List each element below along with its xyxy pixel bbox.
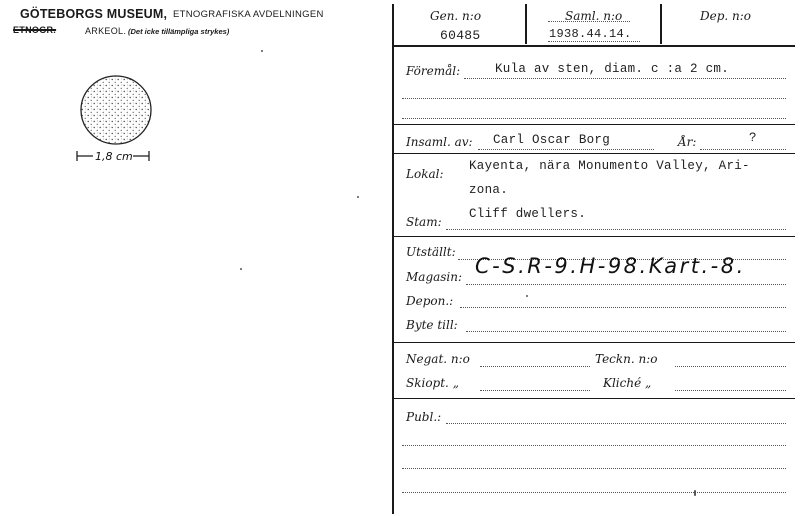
rule-after-foremal: [392, 124, 795, 125]
ar-dots: [700, 149, 786, 150]
skiopt-dots: [480, 390, 590, 391]
negat-dots: [480, 366, 590, 367]
rule-after-byte: [392, 342, 795, 343]
publ-dots-3: [402, 468, 786, 469]
stam-dots: [446, 229, 786, 230]
magasin-value: C-S.R-9.H-98.Kart.-8.: [475, 254, 746, 278]
foremal-dots: [464, 78, 786, 79]
kliche-dots: [675, 390, 786, 391]
rule-after-stam: [392, 236, 795, 237]
byte-dots: [466, 331, 786, 332]
speck: [357, 196, 359, 198]
skiopt-label: Skiopt. „: [406, 376, 459, 390]
stam-label: Stam:: [406, 215, 442, 229]
col-divider-2: [660, 4, 662, 44]
foremal-label: Föremål:: [406, 64, 461, 78]
department-name: ETNOGRAFISKA AVDELNINGEN: [173, 9, 324, 20]
foremal-dots-3: [402, 118, 786, 119]
negat-label: Negat. n:o: [406, 352, 470, 366]
ar-value: ?: [749, 131, 757, 145]
card-left-border: [392, 4, 394, 514]
arkeol-label: ARKEOL.: [85, 26, 127, 36]
publ-dots-1: [446, 423, 786, 424]
stam-value: Cliff dwellers.: [469, 207, 587, 221]
publ-label: Publ.:: [406, 410, 442, 424]
gen-label: Gen. n:o: [430, 9, 482, 23]
foremal-dots-2: [402, 98, 786, 99]
top-row-rule: [392, 45, 795, 47]
speck: [526, 295, 528, 297]
magasin-dots: [466, 284, 786, 285]
insaml-label: Insaml. av:: [406, 135, 473, 149]
lokal-value-line2: zona.: [469, 183, 509, 197]
lokal-value-line1: Kayenta, nära Monumento Valley, Ari-: [469, 159, 750, 173]
lokal-label: Lokal:: [406, 167, 444, 181]
etnogr-struck: ETNOGR.: [13, 25, 57, 35]
foremal-value: Kula av sten, diam. c :a 2 cm.: [495, 62, 730, 76]
publ-dots-2: [402, 445, 786, 446]
gen-value: 60485: [440, 28, 481, 43]
saml-dots-top: [548, 21, 630, 22]
byte-label: Byte till:: [406, 318, 458, 332]
rule-after-insaml: [392, 153, 795, 154]
saml-value: 1938.44.14.: [549, 27, 632, 41]
insaml-dots: [478, 149, 654, 150]
ar-label: År:: [678, 135, 697, 149]
magasin-label: Magasin:: [406, 270, 463, 284]
insaml-value: Carl Oscar Borg: [493, 133, 611, 147]
speck: [240, 268, 242, 270]
teckn-dots: [675, 366, 786, 367]
speck: [261, 50, 263, 52]
col-divider-1: [525, 4, 527, 44]
dep-label: Dep. n:o: [700, 9, 752, 23]
rule-after-kliche: [392, 398, 795, 399]
scale-label: 1,8 cm: [95, 150, 133, 163]
teckn-label: Teckn. n:o: [595, 352, 658, 366]
stone-ball: [81, 76, 151, 144]
utstallt-label: Utställt:: [406, 245, 456, 259]
saml-dots-bottom: [548, 41, 640, 42]
saml-label: Saml. n:o: [565, 9, 623, 23]
kliche-label: Kliché „: [603, 376, 652, 390]
speck: [694, 490, 696, 496]
publ-dots-4: [402, 492, 786, 493]
depon-dots: [460, 307, 786, 308]
museum-name: GÖTEBORGS MUSEUM,: [20, 7, 168, 21]
strike-note: (Det icke tillämpliga strykes): [128, 27, 230, 36]
depon-label: Depon.:: [406, 294, 454, 308]
